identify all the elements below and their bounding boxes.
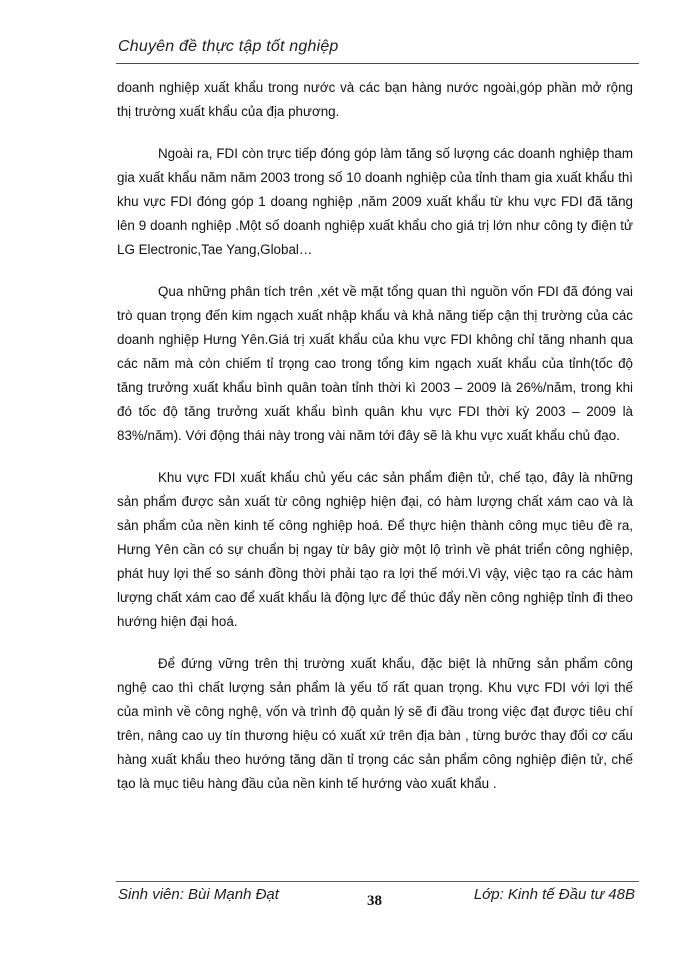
footer-divider: [116, 881, 639, 882]
footer-class-name: Lớp: Kinh tế Đầu tư 48B: [473, 886, 635, 903]
paragraph-1: doanh nghiệp xuất khẩu trong nước và các bạn hàng nước ngoài,góp phần mở rộng thị trường xuất khẩu của địa phương.: [117, 80, 633, 119]
footer-student-name: Sinh viên: Bùi Mạnh Đạt: [118, 886, 279, 903]
page-number: 38: [367, 893, 382, 909]
paragraph-2: Ngoài ra, FDI còn trực tiếp đóng góp làm tăng số lượng các doanh nghiệp tham gia xuất khẩu năm năm 2003 trong số 10 doanh nghiệp của tỉnh tham gia xuất khẩu thì khu vực FDI đóng góp 1 doang nghiệp ,năm 2009 xuất khẩu từ khu vực FDI đã tăng lên 9 doanh nghiệp .Một số doanh nghiệp xuất khẩu cho giá trị lớn như công ty điện tử LG Electronic,Tae Yang,Global…: [117, 146, 633, 257]
paragraph-5: Để đứng vững trên thị trường xuất khẩu, đặc biệt là những sản phẩm công nghệ cao thì chất lượng sản phẩm là yếu tố rất quan trọng. Khu vực FDI với lợi thế của mình về công nghệ, vốn và trình độ quản lý sẽ đi đầu trong việc đạt được tiêu chí trên, nâng cao uy tín thương hiệu có xuất xứ trên địa bàn , từng bước thay đổi cơ cấu hàng xuất khẩu theo hướng tăng dần tỉ trọng các sản phẩm công nghiệp điện tử, chế tạo là mục tiêu hàng đầu của nền kinh tế hướng vào xuất khẩu .: [117, 656, 633, 791]
header-divider: [116, 63, 639, 64]
page-header-title: Chuyên đề thực tập tốt nghiệp: [118, 38, 339, 55]
paragraph-4: Khu vực FDI xuất khẩu chủ yếu các sản phẩm điện tử, chế tạo, đây là những sản phẩm được sản xuất từ công nghiệp hiện đại, có hàm lượng chất xám cao và là sản phẩm của nền kinh tế công nghiệp hoá. Để thực hiện thành công mục tiêu đề ra, Hưng Yên cần có sự chuẩn bị ngay từ bây giờ một lộ trình về phát triển công nghiệp, phát huy lợi thế so sánh đồng thời phải tạo ra lợi thế mới.Vì vậy, việc tạo ra các hàm lượng chất xám cao để xuất khẩu là động lực để thúc đẩy nền công nghiệp tỉnh đi theo hướng hiện đại hoá.: [117, 470, 633, 629]
document-body: [117, 76, 633, 814]
paragraph-3: Qua những phân tích trên ,xét về mặt tổng quan thì nguồn vốn FDI đã đóng vai trò quan trọng đến kim ngạch xuất nhập khẩu và khả năng tiếp cận thị trường của các doanh nghiệp Hưng Yên.Giá trị xuất khẩu của khu vực FDI không chỉ tăng nhanh qua các năm mà còn chiếm tỉ trọng cao trong tổng kim ngạch xuất khẩu của tỉnh(tốc độ tăng trưởng xuất khẩu bình quân toàn tỉnh thời kì 2003 – 2009 là 26%/năm, trong khi đó tốc độ tăng trưởng xuất khẩu bình quân khu vực FDI thời kỳ 2003 – 2009 là 83%/năm). Với động thái này trong vài năm tới đây sẽ là khu vực xuất khẩu chủ đạo.: [117, 284, 633, 443]
